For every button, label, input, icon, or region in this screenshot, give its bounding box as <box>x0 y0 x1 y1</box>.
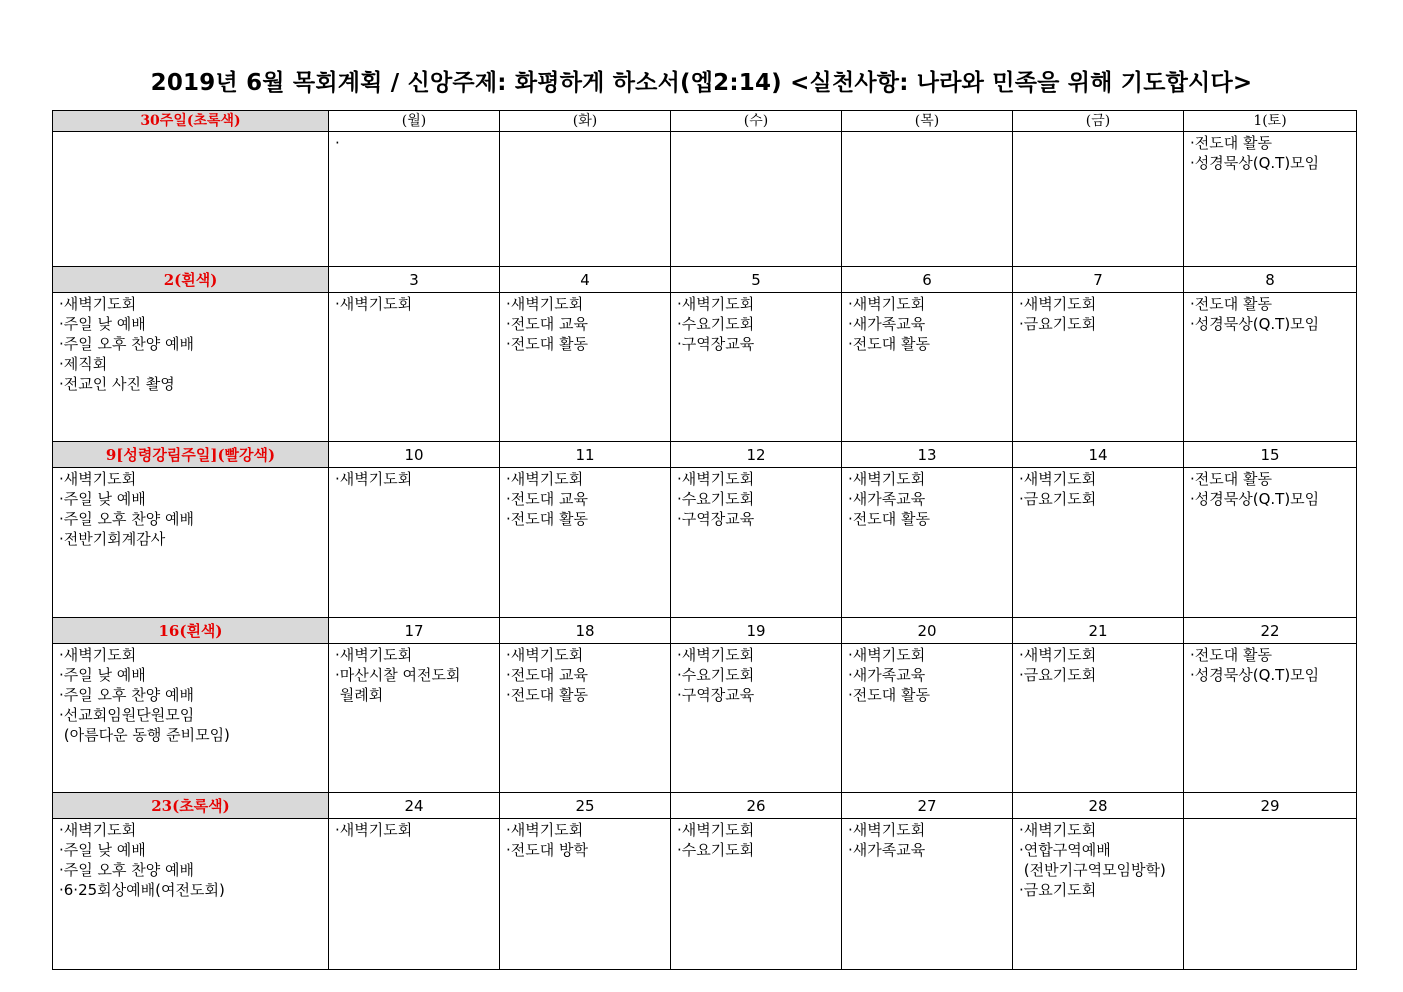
event-item: ·전도대 활동 <box>1190 134 1272 152</box>
week-events-row <box>53 468 1357 618</box>
event-item: ·성경묵상(Q.T)모임 <box>1190 490 1320 508</box>
day-header: 7 <box>1013 267 1184 293</box>
day-header: 20 <box>842 618 1013 644</box>
day-cell <box>1184 644 1357 793</box>
sunday-header: 23(초록색) <box>53 793 329 819</box>
week-events-row <box>53 293 1357 442</box>
event-item: ·전도대 방학 <box>506 841 588 859</box>
day-cell <box>671 293 842 442</box>
event-item: ·성경묵상(Q.T)모임 <box>1190 315 1320 333</box>
week-events-row <box>53 819 1357 970</box>
day-cell <box>329 293 500 442</box>
sunday-cell <box>53 132 329 267</box>
event-item: ·새가족교육 <box>848 490 926 508</box>
week-header-row <box>53 111 1357 132</box>
day-header: (월) <box>329 111 500 132</box>
event-item: ·주일 낮 예배 <box>59 666 146 684</box>
day-cell <box>842 293 1013 442</box>
event-item: ·금요기도회 <box>1019 666 1097 684</box>
event-item: ·전도대 활동 <box>1190 470 1272 488</box>
page-title: 2019년 6월 목회계획 / 신앙주제: 화평하게 하소서(엡2:14) <실천사항: 나라와 민족을 위해 기도합시다> <box>150 70 1253 96</box>
event-item: ·전도대 교육 <box>506 490 588 508</box>
event-item: ·새가족교육 <box>848 315 926 333</box>
day-header: 17 <box>329 618 500 644</box>
day-header: (금) <box>1013 111 1184 132</box>
day-header: (수) <box>671 111 842 132</box>
event-item: ·구역장교육 <box>677 335 755 353</box>
day-cell <box>500 293 671 442</box>
day-header: 18 <box>500 618 671 644</box>
event-item: ·새벽기도회 <box>1019 821 1097 839</box>
day-header: 12 <box>671 442 842 468</box>
event-item: ·금요기도회 <box>1019 881 1097 899</box>
sunday-cell <box>53 293 329 442</box>
event-item: ·주일 오후 찬양 예배 <box>59 335 194 353</box>
day-cell <box>500 468 671 618</box>
event-item: ·전도대 교육 <box>506 666 588 684</box>
day-cell <box>842 132 1013 267</box>
day-header: 24 <box>329 793 500 819</box>
day-cell <box>1013 132 1184 267</box>
day-cell <box>1013 644 1184 793</box>
event-item: ·새벽기도회 <box>848 646 926 664</box>
event-item: ·새벽기도회 <box>59 470 137 488</box>
event-item: ·새벽기도회 <box>506 821 584 839</box>
week-header-row <box>53 442 1357 468</box>
event-item: ·전도대 활동 <box>848 686 930 704</box>
event-item: ·수요기도회 <box>677 666 755 684</box>
event-item: (전반기구역모임방학) <box>1019 861 1166 879</box>
event-item: ·새가족교육 <box>848 841 926 859</box>
day-header: 29 <box>1184 793 1357 819</box>
event-item: ·새벽기도회 <box>848 821 926 839</box>
event-item: ·마산시찰 여전도회 <box>335 666 461 684</box>
event-item: (아름다운 동행 준비모임) <box>59 726 230 744</box>
week-header-row <box>53 267 1357 293</box>
day-header: 3 <box>329 267 500 293</box>
day-cell <box>671 819 842 970</box>
day-cell <box>671 468 842 618</box>
event-item: ·새벽기도회 <box>59 646 137 664</box>
event-item: ·새벽기도회 <box>677 821 755 839</box>
day-header: 25 <box>500 793 671 819</box>
day-header: (목) <box>842 111 1013 132</box>
day-header: 1(토) <box>1184 111 1357 132</box>
event-item: ·새벽기도회 <box>848 295 926 313</box>
event-item: ·새벽기도회 <box>1019 295 1097 313</box>
day-header: 22 <box>1184 618 1357 644</box>
day-cell <box>1184 819 1357 970</box>
day-header: 11 <box>500 442 671 468</box>
event-item: ·금요기도회 <box>1019 490 1097 508</box>
day-header: 10 <box>329 442 500 468</box>
day-cell <box>1184 132 1357 267</box>
event-item: ·주일 오후 찬양 예배 <box>59 686 194 704</box>
day-header: 6 <box>842 267 1013 293</box>
day-header: 4 <box>500 267 671 293</box>
event-item: ·새벽기도회 <box>506 295 584 313</box>
event-item: ·새벽기도회 <box>335 295 413 313</box>
event-item: ·선교회임원단원모임 <box>59 706 195 724</box>
day-header: 14 <box>1013 442 1184 468</box>
day-cell <box>329 644 500 793</box>
day-cell <box>671 644 842 793</box>
day-cell <box>1013 293 1184 442</box>
event-item: ·새벽기도회 <box>335 821 413 839</box>
event-item: ·전도대 활동 <box>1190 646 1272 664</box>
event-item: 월례회 <box>335 686 384 704</box>
event-item: ·6·25회상예배(여전도회) <box>59 881 225 899</box>
day-cell <box>1184 468 1357 618</box>
day-header: 15 <box>1184 442 1357 468</box>
day-cell <box>1013 819 1184 970</box>
event-item: ·전반기회계감사 <box>59 530 166 548</box>
event-item: ·수요기도회 <box>677 315 755 333</box>
event-item: ·새가족교육 <box>848 666 926 684</box>
day-cell <box>842 644 1013 793</box>
day-cell <box>1184 293 1357 442</box>
day-cell <box>671 132 842 267</box>
day-header: 27 <box>842 793 1013 819</box>
day-cell <box>500 819 671 970</box>
day-header: (화) <box>500 111 671 132</box>
week-header-row <box>53 618 1357 644</box>
sunday-header: 9[성령강림주일](빨강색) <box>53 442 329 468</box>
event-item: ·주일 오후 찬양 예배 <box>59 510 194 528</box>
event-item: ·성경묵상(Q.T)모임 <box>1190 154 1320 172</box>
day-header: 28 <box>1013 793 1184 819</box>
event-item: ·새벽기도회 <box>506 470 584 488</box>
event-item: ·새벽기도회 <box>506 646 584 664</box>
event-item: ·금요기도회 <box>1019 315 1097 333</box>
day-cell <box>842 819 1013 970</box>
event-item: ·새벽기도회 <box>1019 646 1097 664</box>
day-header: 13 <box>842 442 1013 468</box>
event-item: ·수요기도회 <box>677 841 755 859</box>
event-item: ·새벽기도회 <box>677 295 755 313</box>
event-item: ·주일 오후 찬양 예배 <box>59 861 194 879</box>
day-cell <box>329 132 500 267</box>
week-header-row <box>53 793 1357 819</box>
day-cell <box>329 819 500 970</box>
event-item: ·새벽기도회 <box>59 295 137 313</box>
sunday-cell <box>53 644 329 793</box>
event-item: ·새벽기도회 <box>1019 470 1097 488</box>
day-header: 8 <box>1184 267 1357 293</box>
week-events-row <box>53 132 1357 267</box>
event-item: ·전도대 활동 <box>1190 295 1272 313</box>
event-item: ·연합구역예배 <box>1019 841 1111 859</box>
event-item: ·성경묵상(Q.T)모임 <box>1190 666 1320 684</box>
day-header: 21 <box>1013 618 1184 644</box>
sunday-cell <box>53 819 329 970</box>
event-item: ·제직회 <box>59 355 108 373</box>
sunday-header: 30주일(초록색) <box>53 111 329 132</box>
event-item: ·주일 낮 예배 <box>59 490 146 508</box>
event-item: ·새벽기도회 <box>677 646 755 664</box>
event-item: · <box>335 134 340 152</box>
event-item: ·전도대 교육 <box>506 315 588 333</box>
event-item: ·전도대 활동 <box>506 510 588 528</box>
day-header: 26 <box>671 793 842 819</box>
event-item: ·주일 낮 예배 <box>59 315 146 333</box>
event-item: ·구역장교육 <box>677 510 755 528</box>
event-item: ·새벽기도회 <box>848 470 926 488</box>
day-cell <box>500 132 671 267</box>
event-item: ·구역장교육 <box>677 686 755 704</box>
event-item: ·새벽기도회 <box>335 646 413 664</box>
event-item: ·전도대 활동 <box>506 335 588 353</box>
event-item: ·주일 낮 예배 <box>59 841 146 859</box>
day-cell <box>329 468 500 618</box>
event-item: ·전도대 활동 <box>506 686 588 704</box>
sunday-header: 2(흰색) <box>53 267 329 293</box>
sunday-cell <box>53 468 329 618</box>
event-item: ·수요기도회 <box>677 490 755 508</box>
event-item: ·새벽기도회 <box>59 821 137 839</box>
day-header: 5 <box>671 267 842 293</box>
week-events-row <box>53 644 1357 793</box>
calendar-table <box>52 110 1357 970</box>
sunday-header: 16(흰색) <box>53 618 329 644</box>
day-cell <box>842 468 1013 618</box>
event-item: ·전도대 활동 <box>848 335 930 353</box>
day-header: 19 <box>671 618 842 644</box>
event-item: ·새벽기도회 <box>677 470 755 488</box>
day-cell <box>500 644 671 793</box>
event-item: ·전도대 활동 <box>848 510 930 528</box>
event-item: ·새벽기도회 <box>335 470 413 488</box>
day-cell <box>1013 468 1184 618</box>
event-item: ·전교인 사진 촬영 <box>59 375 175 393</box>
